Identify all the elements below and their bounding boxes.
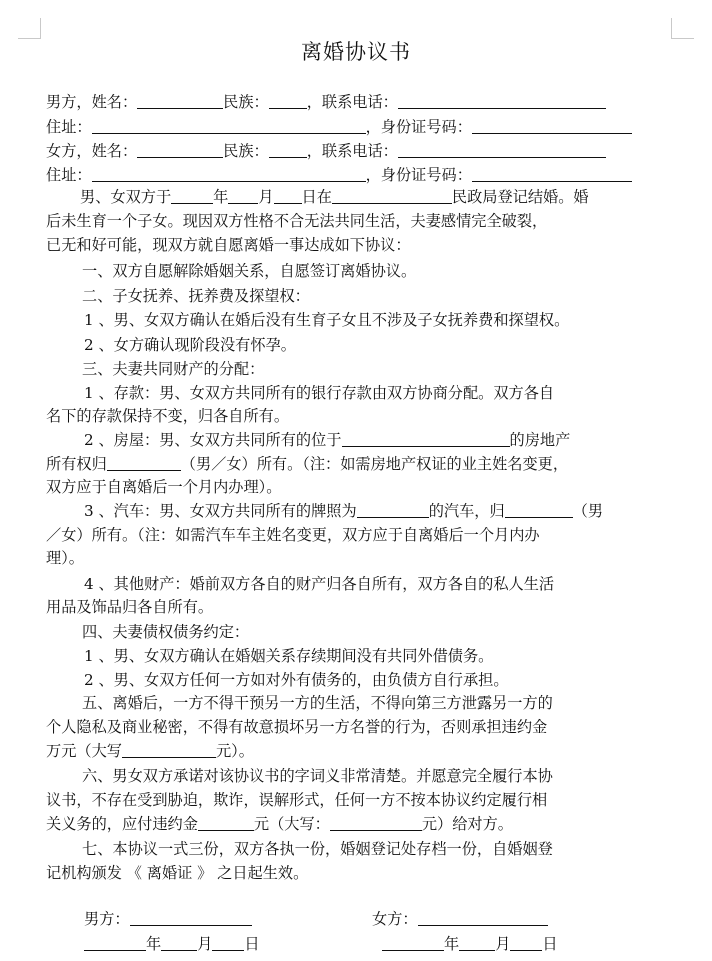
marriage-month-field[interactable] xyxy=(228,186,258,204)
document-title: 离婚协议书 xyxy=(301,40,411,64)
marriage-year-field[interactable] xyxy=(171,186,213,204)
male-address-field[interactable] xyxy=(92,116,366,134)
penalty-text: 万元（大写 xyxy=(46,742,122,760)
house-owner-field[interactable] xyxy=(107,453,181,471)
clause-3-item-2-line-1 xyxy=(84,429,570,451)
house-ownership-note: （男／女）所有。（注：如需房地产权证的业主姓名变更， xyxy=(180,455,569,473)
penalty-capital-field[interactable] xyxy=(122,740,216,758)
clause-5-line-1: 五、离婚后，一方不得干预另一方的生活，不得向第三方泄露另一方的 xyxy=(82,694,553,712)
clause-3-item-1-line-2: 名下的存款保持不变，归各自所有。 xyxy=(46,407,289,425)
clause-3-item-1-line-1: 1 、存款：男、女双方共同所有的银行存款由双方协商分配。双方各自 xyxy=(84,384,555,402)
male-info-line xyxy=(46,91,606,113)
clause-2-heading: 二、子女抚养、抚养费及探望权： xyxy=(82,287,310,305)
male-phone-label: ，联系电话： xyxy=(306,93,398,111)
female-name-label: 女方，姓名： xyxy=(46,142,138,160)
car-owner-field[interactable] xyxy=(505,500,573,518)
breach-amount-field[interactable] xyxy=(198,813,254,831)
car-text-mid: 的汽车，归 xyxy=(428,502,505,520)
female-signature-field[interactable] xyxy=(418,908,548,926)
female-date-line xyxy=(382,933,558,955)
clause-7-line-1: 七、本协议一式三份，双方各执一份，婚姻登记处存档一份，自婚姻登 xyxy=(82,840,553,858)
intro-line-1 xyxy=(80,186,589,208)
male-sign-month-field[interactable] xyxy=(161,933,197,951)
male-signature-label: 男方： xyxy=(84,910,130,928)
civil-affairs-bureau-field[interactable] xyxy=(332,186,452,204)
female-name-field[interactable] xyxy=(137,140,223,158)
clause-3-item-3-line-2: ／女）所有。（注：如需汽车车主姓名变更，双方应于自离婚后一个月内办 xyxy=(46,526,540,544)
male-date-line xyxy=(84,933,260,955)
female-address-label: 住址： xyxy=(46,166,92,184)
male-day-label: 日 xyxy=(244,935,260,953)
female-day-label: 日 xyxy=(542,935,558,953)
clause-4-heading: 四、夫妻债权债务约定： xyxy=(82,623,250,641)
clause-6-line-3 xyxy=(46,813,513,835)
male-signature-line xyxy=(84,908,252,930)
clause-3-item-4-line-1: 4 、其他财产：婚前双方各自的财产归各自所有，双方各自的私人生活 xyxy=(84,575,555,593)
house-text: 2 、房屋：男、女双方共同所有的位于 xyxy=(84,431,342,449)
female-phone-label: ，联系电话： xyxy=(306,142,398,160)
female-sign-day-field[interactable] xyxy=(510,933,542,951)
month-label: 月 xyxy=(258,188,274,206)
penalty-text-end: 元）。 xyxy=(215,742,254,760)
male-signature-field[interactable] xyxy=(130,908,252,926)
car-text: 3 、汽车：男、女双方共同所有的牌照为 xyxy=(84,502,357,520)
breach-text-end: 元）给对方。 xyxy=(421,815,513,833)
male-address-label: 住址： xyxy=(46,118,92,136)
intro-line-2: 后未生育一个子女。现因双方性格不合无法共同生活，夫妻感情完全破裂， xyxy=(46,212,548,230)
male-name-field[interactable] xyxy=(137,91,223,109)
female-id-field[interactable] xyxy=(472,164,632,182)
male-id-label: ，身份证号码： xyxy=(365,118,472,136)
clause-6-line-2: 议书，不存在受到胁迫，欺诈，误解形式，任何一方不按本协议约定履行相 xyxy=(46,791,548,809)
intro-text: 男、女双方于 xyxy=(80,188,172,206)
male-name-label: 男方，姓名： xyxy=(46,93,138,111)
female-signature-line xyxy=(372,908,548,930)
intro-text-end: 民政局登记结婚。婚 xyxy=(451,188,589,206)
clause-4-item-2: 2 、男、女双方任何一方如对外有债务的，由负债方自行承担。 xyxy=(84,671,509,689)
clause-4-item-1: 1 、男、女双方确认在婚姻关系存续期间没有共同外借债务。 xyxy=(84,647,494,665)
female-month-label: 月 xyxy=(495,935,511,953)
female-sign-year-field[interactable] xyxy=(382,933,444,951)
clause-6-line-1: 六、男女双方承诺对该协议书的字词义非常清楚。并愿意完全履行本协 xyxy=(82,767,553,785)
breach-capital-field[interactable] xyxy=(330,813,422,831)
clause-5-line-3 xyxy=(46,740,254,762)
clause-3-item-2-line-2 xyxy=(46,453,568,475)
clause-3-item-3-line-3: 理）。 xyxy=(46,549,84,567)
car-plate-field[interactable] xyxy=(357,500,429,518)
breach-capital-label: 元（大写： xyxy=(253,815,330,833)
male-sign-day-field[interactable] xyxy=(212,933,244,951)
male-id-field[interactable] xyxy=(472,116,632,134)
female-signature-label: 女方： xyxy=(372,910,418,928)
female-sign-month-field[interactable] xyxy=(459,933,495,951)
female-address-field[interactable] xyxy=(92,164,366,182)
clause-1: 一、双方自愿解除婚姻关系，自愿签订离婚协议。 xyxy=(82,262,417,280)
clause-2-item-2: 2 、女方确认现阶段没有怀孕。 xyxy=(84,336,296,354)
house-text-end: 的房地产 xyxy=(509,431,571,449)
clause-7-line-2: 记机构颁发 《 离婚证 》 之日起生效。 xyxy=(46,864,309,882)
male-phone-field[interactable] xyxy=(398,91,606,109)
male-year-label: 年 xyxy=(146,935,162,953)
female-address-line xyxy=(46,164,632,186)
male-month-label: 月 xyxy=(197,935,213,953)
day-label: 日在 xyxy=(301,188,332,206)
clause-2-item-1: 1 、男、女双方确认在婚后没有生育子女且不涉及子女抚养费和探望权。 xyxy=(84,311,570,329)
female-ethnic-field[interactable] xyxy=(269,140,307,158)
house-location-field[interactable] xyxy=(342,429,510,447)
clause-3-heading: 三、夫妻共同财产的分配： xyxy=(82,360,265,378)
female-info-line xyxy=(46,140,606,162)
female-id-label: ，身份证号码： xyxy=(365,166,472,184)
male-ethnic-field[interactable] xyxy=(269,91,307,109)
house-ownership-label: 所有权归 xyxy=(46,455,107,473)
year-label: 年 xyxy=(213,188,229,206)
male-address-line xyxy=(46,116,632,138)
clause-5-line-2: 个人隐私及商业秘密，不得有故意损坏另一方名誉的行为，否则承担违约金 xyxy=(46,718,548,736)
clause-3-item-4-line-2: 用品及饰品归各自所有。 xyxy=(46,598,214,616)
female-ethnic-label: 民族： xyxy=(223,142,269,160)
clause-3-item-2-line-3: 双方应于自离婚后一个月内办理）。 xyxy=(46,478,282,496)
male-ethnic-label: 民族： xyxy=(223,93,269,111)
female-year-label: 年 xyxy=(444,935,460,953)
marriage-day-field[interactable] xyxy=(274,186,302,204)
male-sign-year-field[interactable] xyxy=(84,933,146,951)
intro-line-3: 已无和好可能，现双方就自愿离婚一事达成如下协议： xyxy=(46,236,411,254)
car-text-end: （男 xyxy=(572,502,603,520)
breach-text: 关义务的，应付违约金 xyxy=(46,815,198,833)
clause-3-item-3-line-1 xyxy=(84,500,603,522)
female-phone-field[interactable] xyxy=(398,140,606,158)
